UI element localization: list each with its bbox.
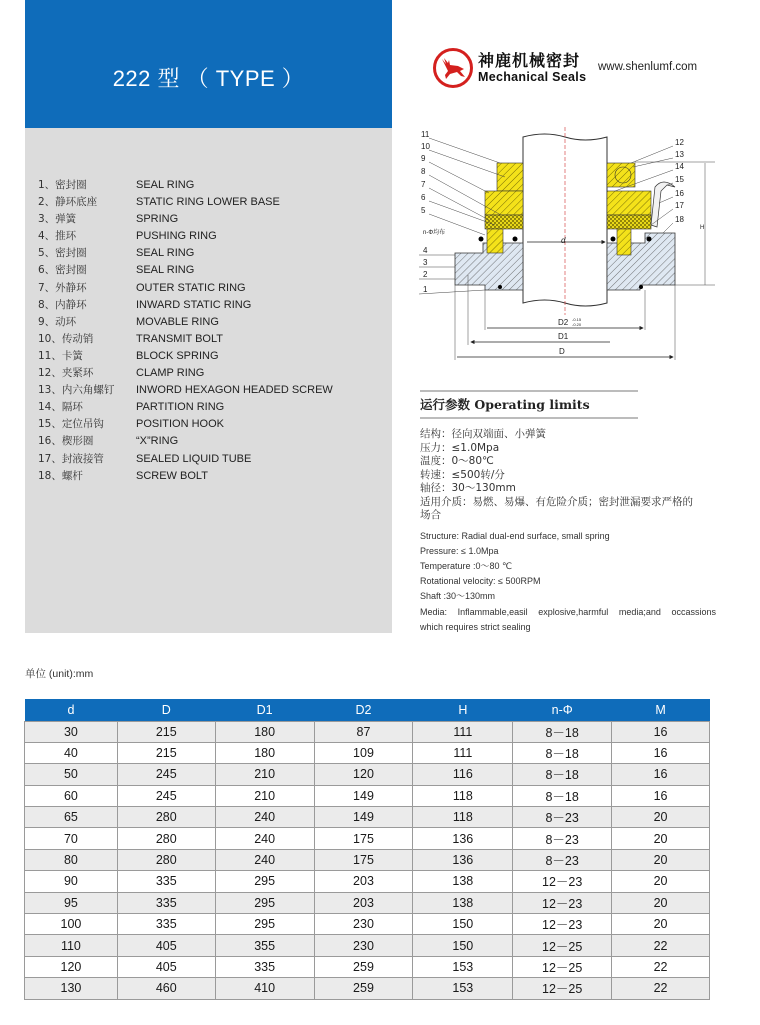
part-name-zh: 3、弹簧 [38, 213, 77, 226]
brand-logo [433, 43, 586, 93]
table-cell: 120 [25, 956, 118, 977]
svg-text:14: 14 [675, 162, 684, 171]
divider [420, 417, 638, 419]
column-header-D: D [117, 699, 215, 721]
table-cell: 118 [413, 807, 513, 828]
part-name-en: “X”RING [136, 435, 179, 448]
table-cell: 230 [314, 935, 413, 956]
spec-line: Pressure: ≤ 1.0Mpa [420, 545, 499, 556]
table-cell: 95 [25, 892, 118, 913]
table-cell: 335 [117, 914, 215, 935]
spec-line: Shaft :30～130mm [420, 591, 496, 602]
part-name-zh: 16、楔形圈 [38, 435, 94, 448]
svg-text:17: 17 [675, 201, 684, 210]
part-name-en: SEALED LIQUID TUBE [136, 452, 252, 465]
table-cell: 16 [612, 785, 710, 806]
spec-line: Media: Inflammable,easil explosive,harmful media;and occassions [420, 606, 716, 617]
table-cell: 295 [215, 871, 314, 892]
website-link[interactable]: www.shenlumf.com [598, 61, 698, 73]
part-name-en: INWARD STATIC RING [136, 298, 252, 311]
brand-name-zh: 神鹿机械密封 [478, 51, 581, 70]
table-cell: 245 [117, 785, 215, 806]
table-cell: 8－18 [513, 764, 612, 785]
table-cell: 22 [612, 978, 710, 999]
table-cell: 111 [413, 721, 513, 742]
table-cell: 110 [25, 935, 118, 956]
table-cell: 405 [117, 935, 215, 956]
table-cell: 16 [612, 764, 710, 785]
spec-line: Structure: Radial dual-end surface, small spring [420, 530, 610, 541]
table-cell: 460 [117, 978, 215, 999]
table-cell: 8－23 [513, 828, 612, 849]
table-row [25, 807, 710, 828]
table-cell: 12－23 [513, 892, 612, 913]
column-header-H: H [413, 699, 513, 721]
table-row [25, 978, 710, 999]
part-name-en: MOVABLE RING [136, 315, 219, 328]
table-cell: 60 [25, 785, 118, 806]
table-cell: 175 [314, 828, 413, 849]
title-banner [25, 0, 392, 128]
table-cell: 20 [612, 892, 710, 913]
table-cell: 138 [413, 892, 513, 913]
part-name-zh: 2、静环底座 [38, 196, 98, 209]
table-cell: 100 [25, 914, 118, 935]
table-cell: 80 [25, 849, 118, 870]
part-name-en: SEAL RING [136, 179, 195, 191]
table-row [25, 914, 710, 935]
svg-text:H: H [700, 225, 705, 231]
part-name-en: SEAL RING [136, 264, 195, 277]
unit-label: 单位 (unit):mm [25, 668, 94, 680]
svg-text:D2: D2 [558, 318, 569, 327]
table-cell: 150 [413, 914, 513, 935]
svg-text:-0.15: -0.15 [572, 317, 582, 322]
brand-name-en: Mechanical Seals [478, 70, 587, 84]
table-cell: 180 [215, 742, 314, 763]
operating-limits-title: 运行参数 Operating limits [420, 397, 590, 412]
table-cell: 87 [314, 721, 413, 742]
table-cell: 20 [612, 871, 710, 892]
part-name-en: TRANSMIT BOLT [136, 332, 223, 345]
table-cell: 175 [314, 849, 413, 870]
spec-line: 温度：0～80℃ [420, 455, 494, 467]
part-name-zh: 7、外静环 [38, 281, 87, 294]
table-cell: 120 [314, 764, 413, 785]
table-cell: 210 [215, 785, 314, 806]
seal-cross-section-drawing [405, 125, 715, 375]
table-cell: 12－25 [513, 956, 612, 977]
column-header-n-phi: n-Φ [513, 699, 612, 721]
table-cell: 111 [413, 742, 513, 763]
table-cell: 8－18 [513, 742, 612, 763]
table-cell: 240 [215, 807, 314, 828]
table-cell: 203 [314, 892, 413, 913]
spec-line: 转速：≤500转/分 [420, 468, 505, 481]
table-row [25, 721, 710, 742]
table-cell: 280 [117, 849, 215, 870]
table-cell: 215 [117, 742, 215, 763]
table-row [25, 956, 710, 977]
part-name-en: PARTITION RING [136, 401, 225, 414]
part-name-zh: 10、传动销 [38, 332, 94, 345]
svg-text:16: 16 [675, 189, 684, 198]
table-cell: 280 [117, 828, 215, 849]
page-title: 222 型 （ TYPE ） [112, 66, 305, 91]
part-name-en: SEAL RING [136, 247, 195, 260]
table-cell: 280 [117, 807, 215, 828]
svg-text:5: 5 [421, 206, 426, 215]
table-cell: 245 [117, 764, 215, 785]
spec-line: 适用介质：易燃、易爆、有危险介质；密封泄漏要求严格的 [420, 495, 693, 508]
part-name-zh: 4、推环 [38, 230, 77, 243]
table-cell: 240 [215, 849, 314, 870]
table-row [25, 742, 710, 763]
table-cell: 295 [215, 892, 314, 913]
table-cell: 149 [314, 807, 413, 828]
svg-text:6: 6 [421, 193, 426, 202]
operating-limits-zh [420, 428, 716, 523]
svg-text:2: 2 [423, 270, 428, 279]
svg-text:D: D [559, 347, 565, 356]
spec-line: 压力：≤1.0Mpa [420, 441, 500, 454]
svg-text:10: 10 [421, 142, 430, 151]
table-cell: 335 [215, 956, 314, 977]
spec-line: 轴径：30～130mm [420, 482, 516, 494]
table-cell: 138 [413, 871, 513, 892]
svg-text:1: 1 [423, 285, 428, 294]
part-name-zh: 8、内静环 [38, 298, 87, 311]
table-cell: 153 [413, 956, 513, 977]
table-cell: 230 [314, 914, 413, 935]
part-name-en: CLAMP RING [136, 367, 205, 380]
table-cell: 8－23 [513, 807, 612, 828]
table-cell: 40 [25, 742, 118, 763]
part-name-en: SCREW BOLT [136, 469, 208, 482]
svg-text:11: 11 [421, 130, 430, 139]
svg-text:3: 3 [423, 258, 428, 267]
table-cell: 203 [314, 871, 413, 892]
table-cell: 12－25 [513, 978, 612, 999]
svg-text:7: 7 [421, 180, 426, 189]
table-cell: 259 [314, 956, 413, 977]
spec-line: Temperature :0～80 ℃ [420, 560, 513, 571]
column-header-M: M [612, 699, 710, 721]
table-cell: 8－18 [513, 785, 612, 806]
part-name-en: STATIC RING LOWER BASE [136, 196, 280, 209]
table-cell: 12－23 [513, 871, 612, 892]
part-name-en: PUSHING RING [136, 230, 217, 243]
table-cell: 22 [612, 956, 710, 977]
table-cell: 8－18 [513, 721, 612, 742]
table-row [25, 764, 710, 785]
svg-text:8: 8 [421, 167, 426, 176]
table-cell: 16 [612, 721, 710, 742]
table-cell: 136 [413, 828, 513, 849]
part-name-zh: 13、内六角螺钉 [38, 384, 115, 397]
part-name-zh: 12、夹紧环 [38, 367, 94, 380]
table-cell: 215 [117, 721, 215, 742]
svg-text:d: d [561, 236, 566, 245]
table-cell: 130 [25, 978, 118, 999]
table-cell: 335 [117, 892, 215, 913]
table-cell: 136 [413, 849, 513, 870]
column-header-d: d [25, 699, 118, 721]
part-name-zh: 6、密封圈 [38, 264, 87, 277]
svg-text:18: 18 [675, 215, 684, 224]
table-cell: 210 [215, 764, 314, 785]
part-name-zh: 15、定位吊钩 [38, 418, 104, 431]
table-cell: 90 [25, 871, 118, 892]
spec-line: 结构：径向双端面、小弹簧 [420, 428, 546, 440]
table-cell: 116 [413, 764, 513, 785]
table-row [25, 935, 710, 956]
table-cell: 240 [215, 828, 314, 849]
svg-text:15: 15 [675, 175, 684, 184]
table-cell: 153 [413, 978, 513, 999]
part-name-en: INWORD HEXAGON HEADED SCREW [136, 384, 333, 397]
table-cell: 65 [25, 807, 118, 828]
table-cell: 410 [215, 978, 314, 999]
part-name-zh: 18、螺杆 [38, 469, 83, 482]
part-name-en: OUTER STATIC RING [136, 281, 246, 294]
part-name-zh: 11、卡簧 [38, 349, 83, 362]
part-name-en: POSITION HOOK [136, 418, 225, 431]
table-cell: 20 [612, 828, 710, 849]
table-row [25, 785, 710, 806]
table-cell: 180 [215, 721, 314, 742]
spec-line: Rotational velocity: ≤ 500RPM [420, 576, 541, 587]
svg-text:12: 12 [675, 138, 684, 147]
running-deer-icon [433, 48, 473, 88]
operating-limits-en [420, 529, 716, 635]
table-cell: 149 [314, 785, 413, 806]
svg-text:D1: D1 [558, 332, 569, 341]
column-header-D2: D2 [314, 699, 413, 721]
table-cell: 30 [25, 721, 118, 742]
table-row [25, 849, 710, 870]
table-cell: 16 [612, 742, 710, 763]
table-row [25, 871, 710, 892]
spec-line: 场合 [420, 509, 441, 521]
operating-limits-section [420, 390, 716, 635]
table-cell: 109 [314, 742, 413, 763]
part-name-zh: 5、密封圈 [38, 247, 87, 260]
table-cell: 405 [117, 956, 215, 977]
table-cell: 355 [215, 935, 314, 956]
table-cell: 12－23 [513, 914, 612, 935]
table-cell: 20 [612, 914, 710, 935]
dimensions-table [24, 699, 710, 1000]
table-row [25, 892, 710, 913]
part-name-zh: 1、密封圈 [38, 179, 87, 191]
part-name-zh: 9、动环 [38, 315, 77, 328]
table-cell: 22 [612, 935, 710, 956]
table-cell: 259 [314, 978, 413, 999]
part-name-en: SPRING [136, 213, 179, 226]
table-cell: 295 [215, 914, 314, 935]
spec-line: which requires strict sealing [420, 621, 531, 632]
table-cell: 20 [612, 849, 710, 870]
table-cell: 118 [413, 785, 513, 806]
svg-text:n-Φ均布: n-Φ均布 [423, 230, 446, 236]
table-cell: 50 [25, 764, 118, 785]
table-row [25, 828, 710, 849]
svg-text:9: 9 [421, 154, 426, 163]
svg-text:-0.20: -0.20 [572, 322, 582, 327]
svg-text:4: 4 [423, 246, 428, 255]
table-cell: 20 [612, 807, 710, 828]
table-header-row [25, 699, 710, 721]
part-name-zh: 14、隔环 [38, 401, 83, 414]
part-name-en: BLOCK SPRING [136, 349, 219, 362]
table-cell: 8－23 [513, 849, 612, 870]
part-name-zh: 17、封液接管 [38, 452, 104, 465]
table-cell: 150 [413, 935, 513, 956]
table-cell: 335 [117, 871, 215, 892]
table-cell: 12－25 [513, 935, 612, 956]
svg-text:13: 13 [675, 150, 684, 159]
column-header-D1: D1 [215, 699, 314, 721]
table-cell: 70 [25, 828, 118, 849]
